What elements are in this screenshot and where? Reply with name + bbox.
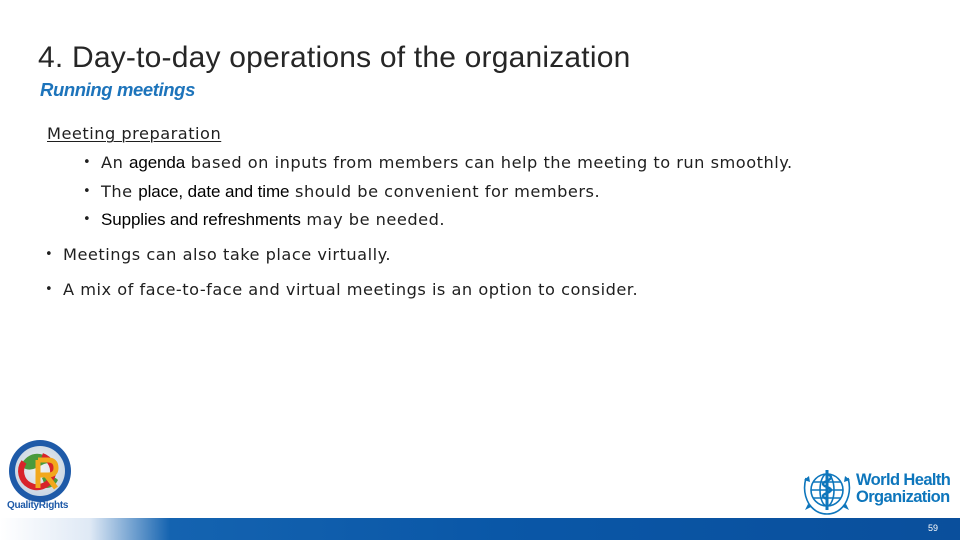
bullet-highlight: Supplies and refreshments (101, 210, 301, 229)
who-name-line-2: Organization (856, 488, 950, 506)
sub-bullet-item (83, 182, 600, 202)
bullet-icon: • (45, 282, 53, 297)
who-logo (800, 464, 960, 518)
page-number: 59 (927, 523, 938, 533)
footer-bar (0, 518, 960, 540)
bullet-highlight: place, date and time (138, 182, 290, 201)
bullet-icon: • (83, 212, 91, 227)
quality-rights-label: QualityRights (7, 500, 69, 511)
bullet-item (45, 280, 638, 299)
who-name-line-1: World Health (856, 471, 951, 489)
who-emblem-icon (800, 464, 856, 518)
bullet-text: An (101, 153, 129, 172)
sub-bullet-item (83, 210, 445, 230)
bullet-text: A mix of face-to-face and virtual meetings is an option to consider. (63, 280, 639, 299)
sub-bullet-item (83, 153, 793, 173)
bullet-icon: • (45, 247, 53, 262)
slide-title: 4. Day-to-day operations of the organization (38, 41, 631, 74)
bullet-text: Meetings can also take place virtually. (63, 245, 392, 264)
bullet-text: The (101, 182, 139, 201)
who-wordmark (856, 472, 950, 506)
bullet-text: based on inputs from members can help the meeting to run smoothly. (185, 153, 793, 172)
bullet-item (45, 245, 391, 264)
bullet-text: should be convenient for members. (289, 182, 601, 201)
bullet-highlight: agenda (128, 153, 186, 172)
section-heading: Meeting preparation (47, 124, 222, 143)
bullet-text: may be needed. (300, 210, 446, 229)
bullet-icon: • (83, 184, 91, 199)
slide-subtitle: Running meetings (40, 79, 195, 100)
bullet-icon: • (83, 155, 91, 170)
